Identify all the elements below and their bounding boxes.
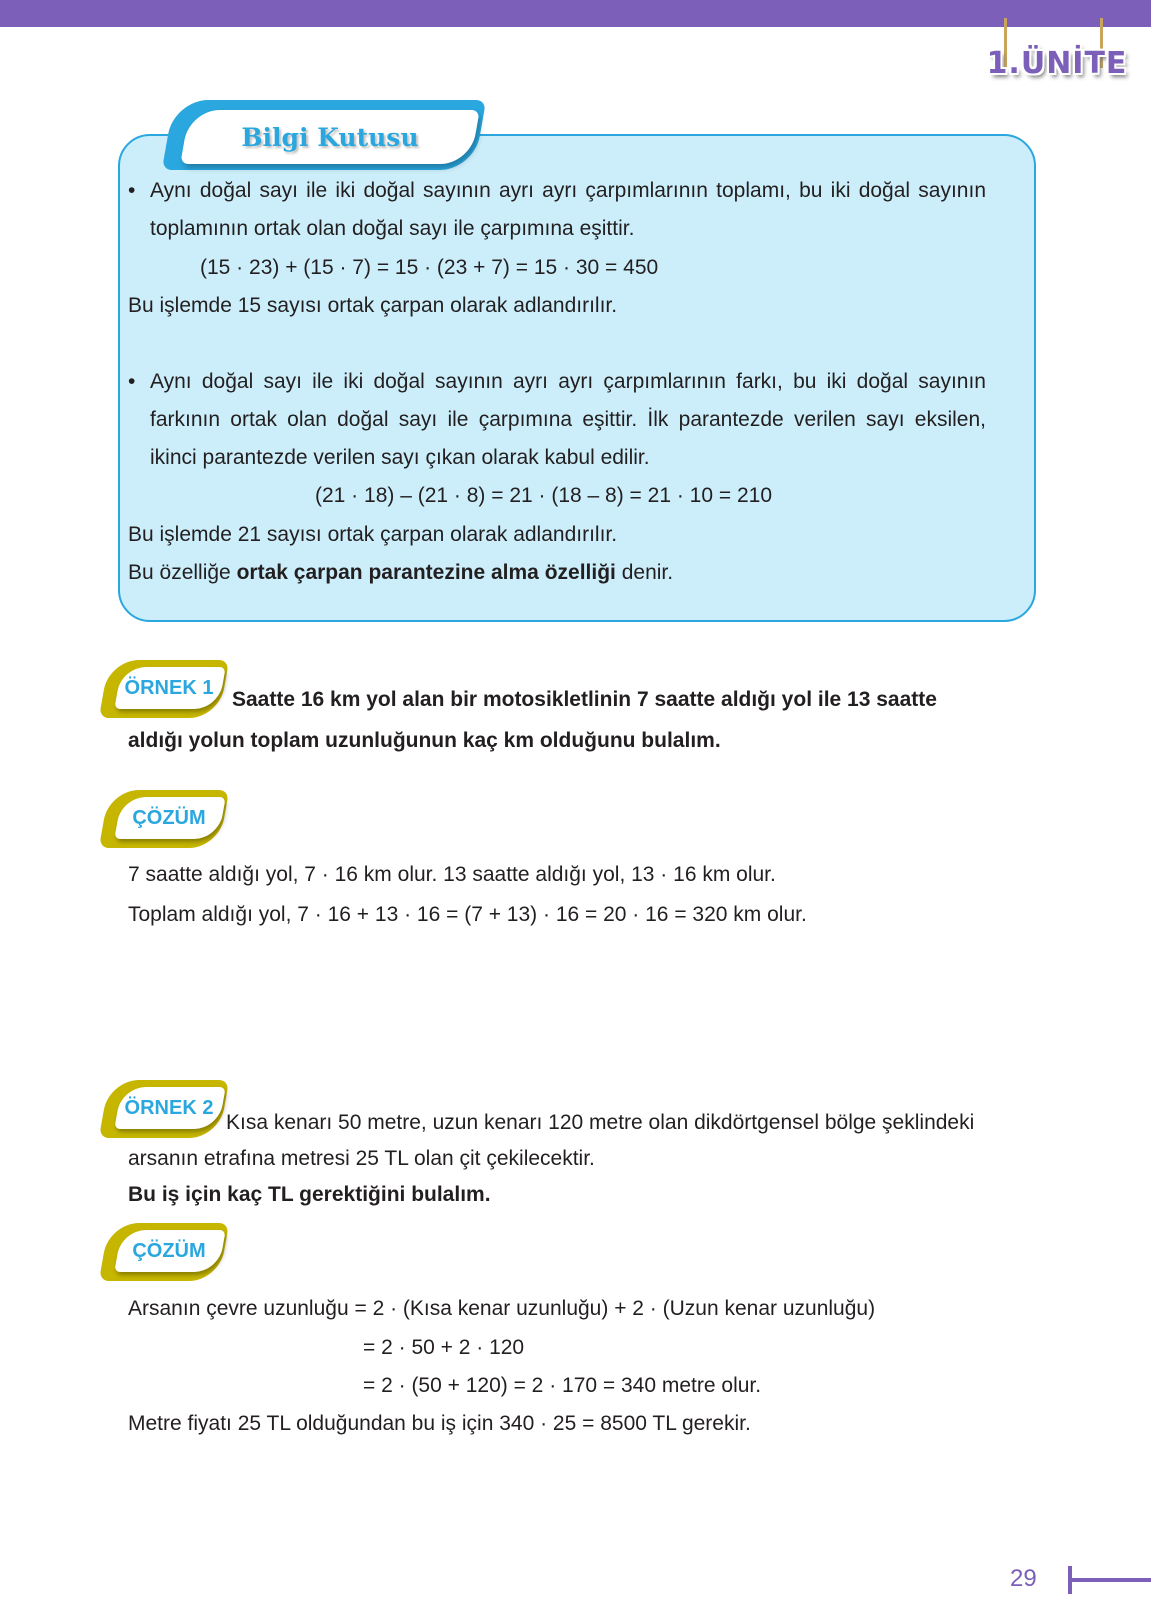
page-number-rule	[1068, 1578, 1151, 1582]
example1-solution-line2: Toplam aldığı yol, 7 · 16 + 13 · 16 = (7 + 13) · 16 = 20 · 16 = 320 km olur.	[128, 903, 807, 926]
example1-tag	[104, 660, 226, 718]
info-bullet2-formula: (21 · 18) – (21 · 8) = 21 · (18 – 8) = 21 · 10 = 210	[315, 484, 773, 507]
example1-line1: Saatte 16 km yol alan bir motosikletlinin 7 saatte aldığı yol ile 13 saatte	[232, 688, 937, 711]
example1-solution-tag-label: ÇÖZÜM	[132, 807, 206, 829]
info-bullet1-note: Bu işlemde 15 sayısı ortak çarpan olarak adlandırılır.	[128, 294, 618, 317]
info-bullet2-line2: farkının ortak olan doğal sayı ile çarpımına eşittir. İlk parantezde verilen sayı eksilen,	[150, 408, 986, 431]
info-conclusion-term: ortak çarpan parantezine alma özelliği	[236, 561, 616, 584]
example2-tag	[104, 1080, 226, 1138]
bullet-dot: •	[128, 370, 136, 393]
example1-solution-line1: 7 saatte aldığı yol, 7 · 16 km olur. 13 saatte aldığı yol, 13 · 16 km olur.	[128, 863, 776, 886]
info-bullet1-formula: (15 · 23) + (15 · 7) = 15 · (23 + 7) = 15 · 30 = 450	[200, 256, 659, 279]
info-bullet1-line1: Aynı doğal sayı ile iki doğal sayının ayrı ayrı çarpımlarının toplamı, bu iki doğal sayının	[150, 179, 986, 202]
page-number: 29	[1010, 1565, 1037, 1592]
info-box-title: Bilgi Kutusu	[241, 123, 419, 152]
info-conclusion	[128, 559, 673, 587]
example2-solution-line2: = 2 · 50 + 2 · 120	[363, 1336, 525, 1359]
example1-tag-label: ÖRNEK 1	[124, 677, 214, 699]
info-conclusion-prefix: Bu özelliğe	[128, 561, 237, 584]
unit-badge-label: 1.ÜNİTE	[986, 46, 1128, 81]
example2-tag-label: ÖRNEK 2	[124, 1097, 214, 1119]
example2-solution-line1: Arsanın çevre uzunluğu = 2 · (Kısa kenar uzunluğu) + 2 · (Uzun kenar uzunluğu)	[128, 1297, 876, 1320]
example2-line3: Bu iş için kaç TL gerektiğini bulalım.	[128, 1183, 491, 1206]
example1-line2: aldığı yolun toplam uzunluğunun kaç km olduğunu bulalım.	[128, 729, 721, 752]
example2-solution-line3: = 2 · (50 + 120) = 2 · 170 = 340 metre olur.	[363, 1374, 762, 1397]
example2-solution-tag	[104, 1223, 226, 1281]
info-bullet2-line3: ikinci parantezde verilen sayı çıkan olarak kabul edilir.	[150, 446, 650, 469]
top-color-bar	[0, 0, 1151, 27]
example2-solution-tag-label: ÇÖZÜM	[132, 1240, 206, 1262]
example2-line1: Kısa kenarı 50 metre, uzun kenarı 120 metre olan dikdörtgensel bölge şeklindeki	[226, 1111, 975, 1134]
info-bullet2-note: Bu işlemde 21 sayısı ortak çarpan olarak adlandırılır.	[128, 523, 618, 546]
bullet-dot: •	[128, 179, 136, 202]
example1-solution-tag	[104, 790, 226, 848]
info-conclusion-suffix: denir.	[615, 561, 674, 584]
example2-solution-line4: Metre fiyatı 25 TL olduğundan bu iş için 340 · 25 = 8500 TL gerekir.	[128, 1412, 751, 1435]
unit-badge	[982, 18, 1132, 98]
example2-line2: arsanın etrafına metresi 25 TL olan çit çekilecektir.	[128, 1147, 595, 1170]
info-bullet1-line2: toplamının ortak olan doğal sayı ile çarpımına eşittir.	[150, 217, 635, 240]
info-bullet2-line1: Aynı doğal sayı ile iki doğal sayının ayrı ayrı çarpımlarının farkı, bu iki doğal sayının	[150, 370, 986, 393]
